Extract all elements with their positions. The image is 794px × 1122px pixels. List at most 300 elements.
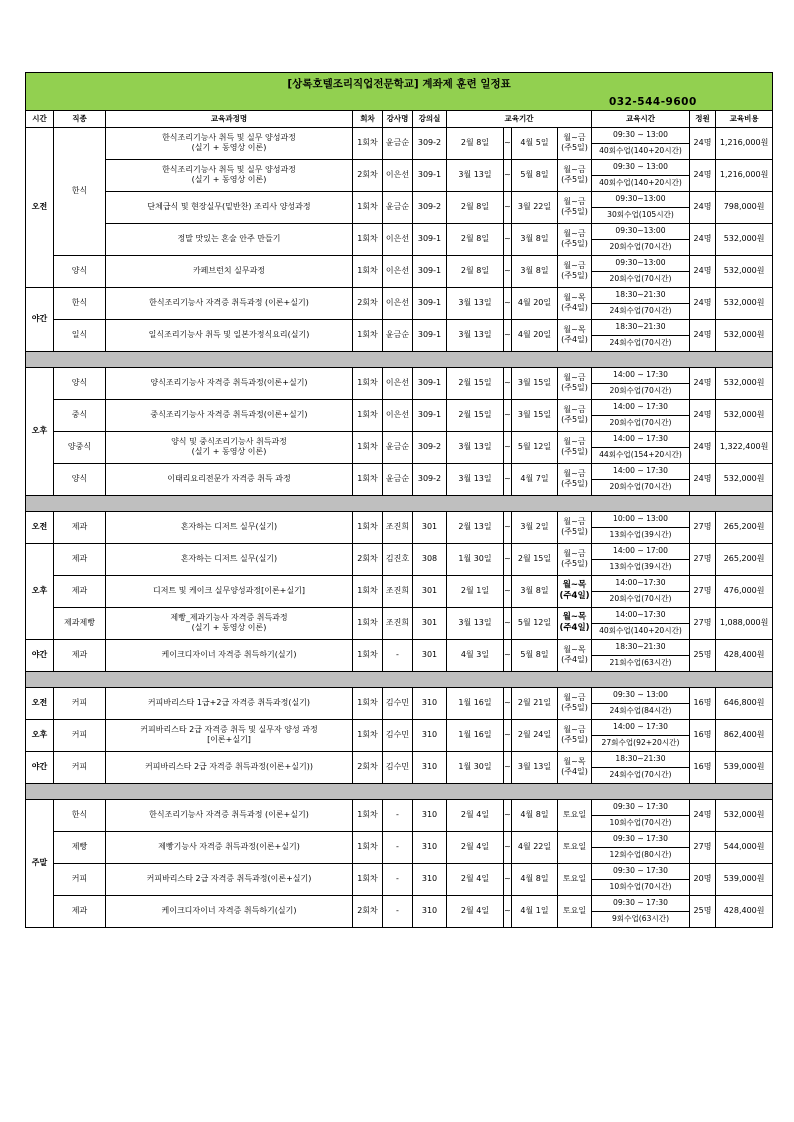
capacity: 24명: [690, 319, 716, 351]
course-name: 카페브런치 실무과정: [106, 255, 353, 287]
room: 301: [413, 607, 447, 639]
time-slot-label: 오후: [26, 719, 54, 751]
category-label: 중식: [54, 399, 106, 431]
course-name: 케이크디자이너 자격증 취득하기(실기): [106, 895, 353, 927]
teacher: 이은선: [383, 159, 413, 191]
tilde: ~: [504, 543, 512, 575]
round: 1회차: [353, 575, 383, 607]
time-slot-label: 야간: [26, 639, 54, 671]
start-date: 1월 16일: [447, 719, 504, 751]
capacity: 24명: [690, 223, 716, 255]
cost: 798,000원: [716, 191, 773, 223]
capacity: 16명: [690, 719, 716, 751]
round: 1회차: [353, 687, 383, 719]
capacity: 24명: [690, 127, 716, 159]
tilde: ~: [504, 511, 512, 543]
room: 301: [413, 639, 447, 671]
total-sessions: 20회수업(70시간): [592, 239, 690, 255]
total-sessions: 20회수업(70시간): [592, 271, 690, 287]
cost: 539,000원: [716, 863, 773, 895]
capacity: 27명: [690, 575, 716, 607]
course-name: 한식조리기능사 취득 및 실무 양성과정 (실기 + 동영상 이론): [106, 127, 353, 159]
capacity: 24명: [690, 287, 716, 319]
total-sessions: 10회수업(70시간): [592, 815, 690, 831]
start-date: 2월 8일: [447, 223, 504, 255]
round: 2회차: [353, 159, 383, 191]
tilde: ~: [504, 127, 512, 159]
tilde: ~: [504, 431, 512, 463]
room: 310: [413, 799, 447, 831]
capacity: 27명: [690, 511, 716, 543]
category-label: 커피: [54, 863, 106, 895]
course-name: 단체급식 및 현장실무(밑반찬) 조리사 양성과정: [106, 191, 353, 223]
days: 월~금 (주5일): [558, 463, 592, 495]
time-slot-label: 오전: [26, 127, 54, 287]
course-name: 커피바리스타 1급+2급 자격증 취득과정(실기): [106, 687, 353, 719]
start-date: 2월 1일: [447, 575, 504, 607]
class-time: 09:30 ~ 17:30: [592, 831, 690, 847]
class-time: 14:00 ~ 17:30: [592, 431, 690, 447]
class-time: 18:30~21:30: [592, 287, 690, 303]
header-type: 직종: [54, 110, 106, 127]
teacher: -: [383, 863, 413, 895]
round: 1회차: [353, 431, 383, 463]
course-name: 양식 및 중식조리기능사 취득과정 (실기 + 동영상 이론): [106, 431, 353, 463]
room: 310: [413, 831, 447, 863]
header-hours: 교육시간: [592, 110, 690, 127]
days: 월~금 (주5일): [558, 159, 592, 191]
class-time: 18:30~21:30: [592, 751, 690, 767]
class-time: 18:30~21:30: [592, 639, 690, 655]
tilde: ~: [504, 607, 512, 639]
cost: 532,000원: [716, 367, 773, 399]
total-sessions: 21회수업(63시간): [592, 655, 690, 671]
days: 토요일: [558, 799, 592, 831]
end-date: 5월 8일: [512, 639, 558, 671]
total-sessions: 40회수업(140+20시간): [592, 175, 690, 191]
end-date: 3월 2일: [512, 511, 558, 543]
header-room: 강의실: [413, 110, 447, 127]
start-date: 2월 15일: [447, 399, 504, 431]
capacity: 24명: [690, 191, 716, 223]
class-time: 10:00 ~ 13:00: [592, 511, 690, 527]
tilde: ~: [504, 751, 512, 783]
tilde: ~: [504, 287, 512, 319]
end-date: 4월 8일: [512, 863, 558, 895]
cost: 428,400원: [716, 639, 773, 671]
category-label: 한식: [54, 287, 106, 319]
days: 월~목 (주4일): [558, 639, 592, 671]
teacher: 윤금순: [383, 191, 413, 223]
header-round: 회차: [353, 110, 383, 127]
class-time: 14:00 ~ 17:30: [592, 367, 690, 383]
total-sessions: 13회수업(39시간): [592, 559, 690, 575]
cost: 532,000원: [716, 799, 773, 831]
start-date: 2월 15일: [447, 367, 504, 399]
tilde: ~: [504, 463, 512, 495]
start-date: 2월 8일: [447, 255, 504, 287]
room: 309-1: [413, 399, 447, 431]
category-label: 제빵: [54, 831, 106, 863]
tilde: ~: [504, 319, 512, 351]
time-slot-label: 야간: [26, 751, 54, 783]
start-date: 2월 13일: [447, 511, 504, 543]
tilde: ~: [504, 159, 512, 191]
category-label: 제과: [54, 639, 106, 671]
teacher: -: [383, 639, 413, 671]
course-name: 일식조리기능사 취득 및 일본가정식요리(실기): [106, 319, 353, 351]
round: 1회차: [353, 127, 383, 159]
room: 310: [413, 751, 447, 783]
round: 1회차: [353, 367, 383, 399]
time-slot-label: 야간: [26, 287, 54, 351]
round: 1회차: [353, 319, 383, 351]
end-date: 4월 5일: [512, 127, 558, 159]
capacity: 25명: [690, 895, 716, 927]
total-sessions: 24회수업(70시간): [592, 335, 690, 351]
total-sessions: 13회수업(39시간): [592, 527, 690, 543]
start-date: 3월 13일: [447, 159, 504, 191]
course-name: 제빵_제과기능사 자격증 취득과정 (실기 + 동영상 이론): [106, 607, 353, 639]
tilde: ~: [504, 687, 512, 719]
class-time: 09:30 ~ 13:00: [592, 159, 690, 175]
end-date: 3월 22일: [512, 191, 558, 223]
days: 월~금 (주5일): [558, 191, 592, 223]
phone-number: 032-544-9600: [609, 96, 697, 108]
header-cost: 교육비용: [716, 110, 773, 127]
time-slot-label: 주말: [26, 799, 54, 927]
cost: 544,000원: [716, 831, 773, 863]
round: 1회차: [353, 223, 383, 255]
room: 309-2: [413, 191, 447, 223]
teacher: 이은선: [383, 255, 413, 287]
end-date: 2월 24일: [512, 719, 558, 751]
end-date: 4월 20일: [512, 287, 558, 319]
round: 2회차: [353, 287, 383, 319]
cost: 265,200원: [716, 511, 773, 543]
total-sessions: 12회수업(80시간): [592, 847, 690, 863]
days: 월~금 (주5일): [558, 255, 592, 287]
total-sessions: 20회수업(70시간): [592, 415, 690, 431]
days: 월~금 (주5일): [558, 367, 592, 399]
tilde: ~: [504, 799, 512, 831]
total-sessions: 9회수업(63시간): [592, 911, 690, 927]
category-label: 양식: [54, 255, 106, 287]
time-slot-label: 오후: [26, 367, 54, 495]
category-label: 커피: [54, 719, 106, 751]
teacher: 조진희: [383, 607, 413, 639]
round: 1회차: [353, 399, 383, 431]
round: 1회차: [353, 831, 383, 863]
schedule-table: [25, 72, 773, 928]
room: 310: [413, 719, 447, 751]
cost: 532,000원: [716, 319, 773, 351]
start-date: 1월 30일: [447, 751, 504, 783]
capacity: 24명: [690, 159, 716, 191]
tilde: ~: [504, 255, 512, 287]
room: 310: [413, 863, 447, 895]
end-date: 5월 12일: [512, 431, 558, 463]
class-time: 14:00~17:30: [592, 575, 690, 591]
days: 월~목 (주4일): [558, 607, 592, 639]
room: 309-1: [413, 159, 447, 191]
course-name: 양식조리기능사 자격증 취득과정(이론+실기): [106, 367, 353, 399]
header-time: 시간: [26, 110, 54, 127]
section-divider: [26, 495, 773, 511]
teacher: 이은선: [383, 399, 413, 431]
round: 1회차: [353, 639, 383, 671]
room: 309-2: [413, 463, 447, 495]
teacher: 윤금순: [383, 319, 413, 351]
round: 1회차: [353, 719, 383, 751]
course-name: 한식조리기능사 자격증 취득과정 (이론+실기): [106, 287, 353, 319]
teacher: -: [383, 895, 413, 927]
start-date: 3월 13일: [447, 287, 504, 319]
start-date: 2월 4일: [447, 895, 504, 927]
tilde: ~: [504, 367, 512, 399]
category-label: 한식: [54, 127, 106, 255]
capacity: 24명: [690, 367, 716, 399]
course-name: 한식조리기능사 자격증 취득과정 (이론+실기): [106, 799, 353, 831]
total-sessions: 40회수업(140+20시간): [592, 143, 690, 159]
section-divider: [26, 783, 773, 799]
header-row: [26, 110, 773, 127]
teacher: 윤금순: [383, 127, 413, 159]
cost: 532,000원: [716, 463, 773, 495]
category-label: 제과: [54, 575, 106, 607]
total-sessions: 20회수업(70시간): [592, 591, 690, 607]
capacity: 16명: [690, 751, 716, 783]
round: 2회차: [353, 751, 383, 783]
cost: 476,000원: [716, 575, 773, 607]
tilde: ~: [504, 895, 512, 927]
round: 1회차: [353, 863, 383, 895]
tilde: ~: [504, 399, 512, 431]
capacity: 24명: [690, 463, 716, 495]
tilde: ~: [504, 831, 512, 863]
end-date: 4월 7일: [512, 463, 558, 495]
days: 월~금 (주5일): [558, 399, 592, 431]
tilde: ~: [504, 863, 512, 895]
end-date: 3월 15일: [512, 399, 558, 431]
teacher: 조진희: [383, 511, 413, 543]
teacher: -: [383, 831, 413, 863]
days: 월~목 (주4일): [558, 287, 592, 319]
end-date: 2월 21일: [512, 687, 558, 719]
course-name: 커피바리스타 2급 자격증 취득과정(이론+실기): [106, 863, 353, 895]
total-sessions: 20회수업(70시간): [592, 479, 690, 495]
category-label: 커피: [54, 687, 106, 719]
round: 2회차: [353, 895, 383, 927]
class-time: 14:00 ~ 17:30: [592, 463, 690, 479]
total-sessions: 40회수업(140+20시간): [592, 623, 690, 639]
teacher: 김진호: [383, 543, 413, 575]
category-label: 제과: [54, 895, 106, 927]
course-name: 혼자하는 디저트 실무(실기): [106, 543, 353, 575]
start-date: 3월 13일: [447, 607, 504, 639]
capacity: 27명: [690, 607, 716, 639]
end-date: 2월 15일: [512, 543, 558, 575]
cost: 1,216,000원: [716, 159, 773, 191]
teacher: 윤금순: [383, 431, 413, 463]
room: 301: [413, 575, 447, 607]
round: 1회차: [353, 799, 383, 831]
class-time: 14:00 ~ 17:30: [592, 719, 690, 735]
course-name: 디저트 및 케이크 실무양성과정[이론+실기]: [106, 575, 353, 607]
room: 309-1: [413, 367, 447, 399]
days: 토요일: [558, 831, 592, 863]
tilde: ~: [504, 639, 512, 671]
capacity: 27명: [690, 831, 716, 863]
category-label: 양중식: [54, 431, 106, 463]
category-label: 양식: [54, 463, 106, 495]
class-time: 14:00 ~ 17:30: [592, 399, 690, 415]
class-time: 09:30~13:00: [592, 223, 690, 239]
teacher: 이은선: [383, 367, 413, 399]
capacity: 27명: [690, 543, 716, 575]
course-name: 커피바리스타 2급 자격증 취득과정(이론+실기)): [106, 751, 353, 783]
end-date: 3월 15일: [512, 367, 558, 399]
room: 309-1: [413, 319, 447, 351]
header-period: 교육기간: [447, 110, 592, 127]
round: 2회차: [353, 543, 383, 575]
course-name: 제빵기능사 자격증 취득과정(이론+실기): [106, 831, 353, 863]
total-sessions: 24회수업(70시간): [592, 303, 690, 319]
days: 월~금 (주5일): [558, 127, 592, 159]
course-name: 한식조리기능사 취득 및 실무 양성과정 (실기 + 동영상 이론): [106, 159, 353, 191]
cost: 539,000원: [716, 751, 773, 783]
tilde: ~: [504, 719, 512, 751]
teacher: 이은선: [383, 223, 413, 255]
days: 월~금 (주5일): [558, 511, 592, 543]
end-date: 4월 8일: [512, 799, 558, 831]
capacity: 24명: [690, 799, 716, 831]
class-time: 14:00~17:30: [592, 607, 690, 623]
cost: 646,800원: [716, 687, 773, 719]
days: 월~금 (주5일): [558, 223, 592, 255]
capacity: 16명: [690, 687, 716, 719]
start-date: 3월 13일: [447, 431, 504, 463]
room: 309-1: [413, 255, 447, 287]
capacity: 24명: [690, 255, 716, 287]
start-date: 2월 4일: [447, 831, 504, 863]
teacher: -: [383, 799, 413, 831]
tilde: ~: [504, 223, 512, 255]
category-label: 일식: [54, 319, 106, 351]
course-name: 혼자하는 디저트 실무(실기): [106, 511, 353, 543]
end-date: 4월 1일: [512, 895, 558, 927]
end-date: 3월 13일: [512, 751, 558, 783]
round: 1회차: [353, 255, 383, 287]
end-date: 4월 20일: [512, 319, 558, 351]
teacher: 윤금순: [383, 463, 413, 495]
days: 월~목 (주4일): [558, 575, 592, 607]
start-date: 2월 4일: [447, 863, 504, 895]
class-time: 09:30 ~ 17:30: [592, 895, 690, 911]
days: 월~금 (주5일): [558, 719, 592, 751]
round: 1회차: [353, 191, 383, 223]
document-title: [상록호텔조리직업전문학교] 계좌제 훈련 일정표: [26, 73, 773, 97]
end-date: 3월 8일: [512, 255, 558, 287]
course-name: 정말 맛있는 혼술 안주 만들기: [106, 223, 353, 255]
cost: 1,322,400원: [716, 431, 773, 463]
start-date: 1월 30일: [447, 543, 504, 575]
cost: 532,000원: [716, 287, 773, 319]
category-label: 한식: [54, 799, 106, 831]
days: 월~목 (주4일): [558, 751, 592, 783]
start-date: 2월 4일: [447, 799, 504, 831]
class-time: 09:30 ~ 13:00: [592, 127, 690, 143]
cost: 532,000원: [716, 223, 773, 255]
round: 1회차: [353, 463, 383, 495]
room: 310: [413, 895, 447, 927]
course-name: 커피바리스타 2급 자격증 취득 및 실무자 양성 과정 [이론+실기]: [106, 719, 353, 751]
tilde: ~: [504, 191, 512, 223]
days: 월~금 (주5일): [558, 431, 592, 463]
capacity: 20명: [690, 863, 716, 895]
category-label: 커피: [54, 751, 106, 783]
total-sessions: 20회수업(70시간): [592, 383, 690, 399]
days: 토요일: [558, 895, 592, 927]
start-date: 1월 16일: [447, 687, 504, 719]
tilde: ~: [504, 575, 512, 607]
course-name: 이태리요리전문가 자격증 취득 과정: [106, 463, 353, 495]
class-time: 09:30 ~ 13:00: [592, 687, 690, 703]
room: 301: [413, 511, 447, 543]
end-date: 5월 12일: [512, 607, 558, 639]
total-sessions: 27회수업(92+20시간): [592, 735, 690, 751]
teacher: 김수민: [383, 719, 413, 751]
course-name: 중식조리기능사 자격증 취득과정(이론+실기): [106, 399, 353, 431]
room: 309-1: [413, 223, 447, 255]
teacher: 이은선: [383, 287, 413, 319]
total-sessions: 24회수업(70시간): [592, 767, 690, 783]
days: 토요일: [558, 863, 592, 895]
capacity: 25명: [690, 639, 716, 671]
start-date: 3월 13일: [447, 463, 504, 495]
class-time: 18:30~21:30: [592, 319, 690, 335]
end-date: 5월 8일: [512, 159, 558, 191]
round: 1회차: [353, 511, 383, 543]
cost: 1,088,000원: [716, 607, 773, 639]
class-time: 09:30~13:00: [592, 255, 690, 271]
header-teacher: 강사명: [383, 110, 413, 127]
start-date: 3월 13일: [447, 319, 504, 351]
room: 309-1: [413, 287, 447, 319]
days: 월~금 (주5일): [558, 687, 592, 719]
section-divider: [26, 351, 773, 367]
end-date: 4월 22일: [512, 831, 558, 863]
section-divider: [26, 671, 773, 687]
category-label: 제과: [54, 511, 106, 543]
cost: 265,200원: [716, 543, 773, 575]
end-date: 3월 8일: [512, 223, 558, 255]
header-course: 교육과정명: [106, 110, 353, 127]
room: 308: [413, 543, 447, 575]
class-time: 09:30 ~ 17:30: [592, 799, 690, 815]
course-name: 케이크디자이너 자격증 취득하기(실기): [106, 639, 353, 671]
total-sessions: 30회수업(105시간): [592, 207, 690, 223]
category-label: 양식: [54, 367, 106, 399]
capacity: 24명: [690, 399, 716, 431]
total-sessions: 44회수업(154+20시간): [592, 447, 690, 463]
category-label: 제과제빵: [54, 607, 106, 639]
cost: 532,000원: [716, 399, 773, 431]
category-label: 제과: [54, 543, 106, 575]
room: 310: [413, 687, 447, 719]
cost: 532,000원: [716, 255, 773, 287]
cost: 862,400원: [716, 719, 773, 751]
